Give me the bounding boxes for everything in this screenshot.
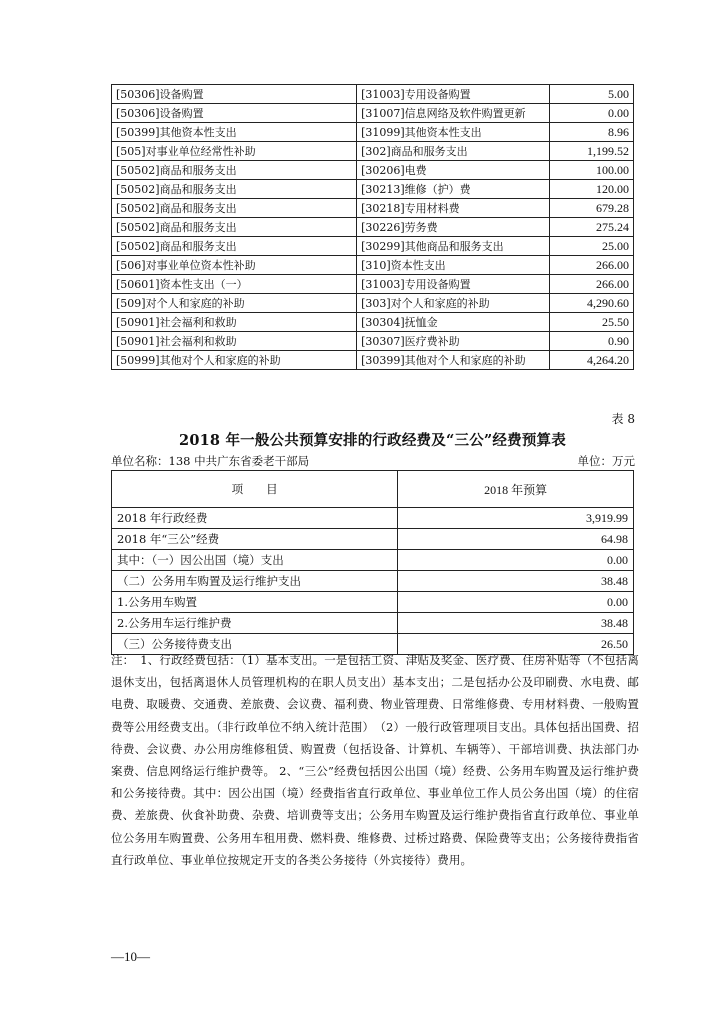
econ-class-cell: [50502]商品和服务支出 <box>112 199 357 218</box>
econ-class-cell: [50502]商品和服务支出 <box>112 237 357 256</box>
econ-class-cell: [50399]其他资本性支出 <box>112 123 357 142</box>
item-cell: （三）公务接待费支出 <box>112 634 398 655</box>
table-row <box>112 85 634 104</box>
func-class-cell: [31007]信息网络及软件购置更新 <box>357 104 550 123</box>
amount-cell: 4,264.20 <box>550 351 634 370</box>
budget-cell: 0.00 <box>398 592 634 613</box>
amount-cell: 679.28 <box>550 199 634 218</box>
func-class-cell: [30226]劳务费 <box>357 218 550 237</box>
amount-cell: 1,199.52 <box>550 142 634 161</box>
budget-cell: 38.48 <box>398 571 634 592</box>
table-row <box>112 294 634 313</box>
budget-detail-table <box>111 84 634 370</box>
table-row <box>112 218 634 237</box>
econ-class-cell: [50999]其他对个人和家庭的补助 <box>112 351 357 370</box>
econ-class-cell: [50306]设备购置 <box>112 104 357 123</box>
econ-class-cell: [50502]商品和服务支出 <box>112 161 357 180</box>
table-row <box>112 104 634 123</box>
amount-cell: 275.24 <box>550 218 634 237</box>
amount-cell: 4,290.60 <box>550 294 634 313</box>
table-title: 2018 年一般公共预算安排的行政经费及“三公”经费预算表 <box>179 432 566 449</box>
func-class-cell: [30399]其他对个人和家庭的补助 <box>357 351 550 370</box>
func-class-cell: [303]对个人和家庭的补助 <box>357 294 550 313</box>
amount-cell: 25.00 <box>550 237 634 256</box>
amount-cell: 266.00 <box>550 275 634 294</box>
header-budget: 2018 年预算 <box>398 471 634 508</box>
func-class-cell: [310]资本性支出 <box>357 256 550 275</box>
item-cell: 其中：（一）因公出国（境）支出 <box>112 550 398 571</box>
amount-cell: 8.96 <box>550 123 634 142</box>
amount-cell: 100.00 <box>550 161 634 180</box>
table-note: 注： 1、行政经费包括：（1）基本支出。一是包括工资、津贴及奖金、医疗费、住房补贴等（不包括离退休支出，包括离退休人员管理机构的在职人员支出）基本支出；二是包括办公及印刷费、水电费、邮电费、取暖费、交通费、差旅费、会议费、福利费、物业管理费、日常维修费、专用材料费、一般购置费等公用经费支出。（非行政单位不纳入统计范围） （2）一般行政管理项目支出。具体包括出国费、招待费、会议费、办公用房维修租赁、购置费（包括设备、计算机、车辆等）、干部培训费、执法部门办案费、信息网络运行维护费等。 2、“三公”经费包括因公出国（境）经费、公务用车购置及运行维护费和公务接待费。其中：因公出国（境）经费指省直行政单位、事业单位工作人员公务出国（境）的住宿费、差旅费、伙食补助费、杂费、培训费等支出；公务用车购置及运行维护费指省直行政单位、事业单位公务用车购置费、公务用车租用费、燃料费、维修费、过桥过路费、保险费等支出；公务接待费指省直行政单位、事业单位按规定开支的各类公务接待（外宾接待）费用。 <box>111 653 639 867</box>
table-number: 表 8 <box>611 412 635 426</box>
econ-class-cell: [509]对个人和家庭的补助 <box>112 294 357 313</box>
amount-cell: 0.90 <box>550 332 634 351</box>
budget-cell: 64.98 <box>398 529 634 550</box>
amount-cell: 120.00 <box>550 180 634 199</box>
table-row <box>112 161 634 180</box>
budget-detail-table-body <box>112 85 634 370</box>
admin-expense-table <box>111 470 634 655</box>
table-row <box>112 237 634 256</box>
item-cell: 1.公务用车购置 <box>112 592 398 613</box>
econ-class-cell: [505]对事业单位经常性补助 <box>112 142 357 161</box>
func-class-cell: [31003]专用设备购置 <box>357 275 550 294</box>
admin-expense-table-body <box>112 471 634 655</box>
table-row <box>112 613 634 634</box>
func-class-cell: [31099]其他资本性支出 <box>357 123 550 142</box>
func-class-cell: [302]商品和服务支出 <box>357 142 550 161</box>
amount-cell: 0.00 <box>550 104 634 123</box>
econ-class-cell: [50502]商品和服务支出 <box>112 218 357 237</box>
table-row <box>112 529 634 550</box>
table-row <box>112 571 634 592</box>
func-class-cell: [30299]其他商品和服务支出 <box>357 237 550 256</box>
item-cell: （二）公务用车购置及运行维护支出 <box>112 571 398 592</box>
func-class-cell: [30206]电费 <box>357 161 550 180</box>
table-row <box>112 592 634 613</box>
table-row <box>112 123 634 142</box>
amount-cell: 25.50 <box>550 313 634 332</box>
func-class-cell: [30307]医疗费补助 <box>357 332 550 351</box>
table-row <box>112 275 634 294</box>
item-cell: 2.公务用车运行维护费 <box>112 613 398 634</box>
unit-label: 单位：万元 <box>577 454 635 468</box>
func-class-cell: [30213]维修（护）费 <box>357 180 550 199</box>
item-cell: 2018 年行政经费 <box>112 508 398 529</box>
table-row <box>112 313 634 332</box>
econ-class-cell: [50901]社会福利和救助 <box>112 332 357 351</box>
func-class-cell: [30218]专用材料费 <box>357 199 550 218</box>
table-row <box>112 550 634 571</box>
econ-class-cell: [50901]社会福利和救助 <box>112 313 357 332</box>
amount-cell: 5.00 <box>550 85 634 104</box>
table-row <box>112 180 634 199</box>
budget-cell: 3,919.99 <box>398 508 634 529</box>
budget-cell: 26.50 <box>398 634 634 655</box>
page-number: —10— <box>111 949 150 964</box>
table-row <box>112 351 634 370</box>
table-row <box>112 256 634 275</box>
item-cell: 2018 年“三公”经费 <box>112 529 398 550</box>
table-header-row <box>112 471 634 508</box>
func-class-cell: [31003]专用设备购置 <box>357 85 550 104</box>
func-class-cell: [30304]抚恤金 <box>357 313 550 332</box>
header-item: 项 目 <box>112 471 398 508</box>
econ-class-cell: [50306]设备购置 <box>112 85 357 104</box>
econ-class-cell: [50502]商品和服务支出 <box>112 180 357 199</box>
table-row <box>112 508 634 529</box>
unit-name: 单位名称：138 中共广东省委老干部局 <box>111 454 310 468</box>
table-row <box>112 142 634 161</box>
amount-cell: 266.00 <box>550 256 634 275</box>
table-row <box>112 332 634 351</box>
table-row <box>112 199 634 218</box>
econ-class-cell: [506]对事业单位资本性补助 <box>112 256 357 275</box>
budget-cell: 38.48 <box>398 613 634 634</box>
budget-cell: 0.00 <box>398 550 634 571</box>
econ-class-cell: [50601]资本性支出（一） <box>112 275 357 294</box>
